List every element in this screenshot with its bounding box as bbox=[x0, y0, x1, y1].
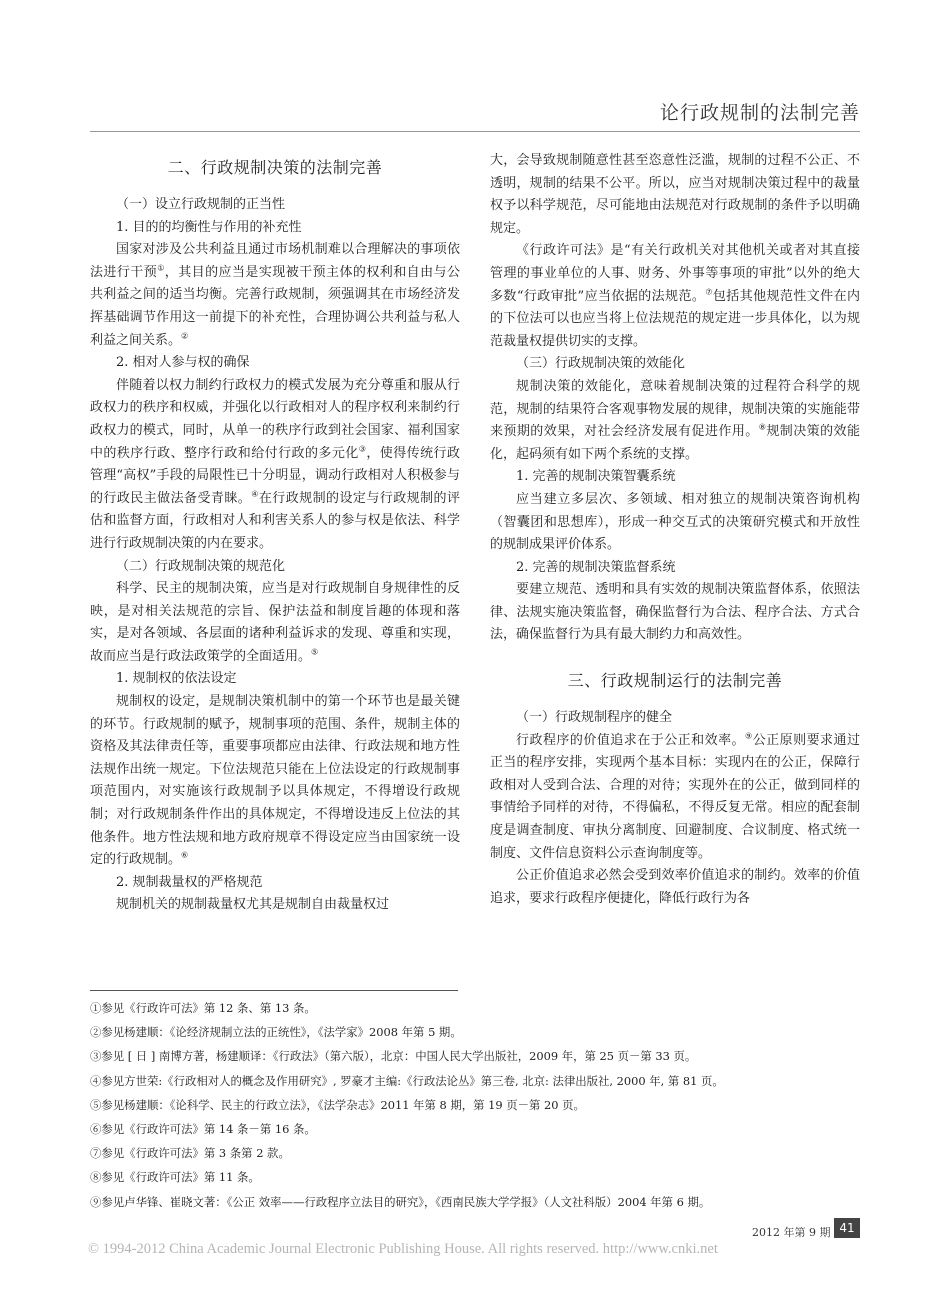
footnote-ref[interactable]: ⑦ bbox=[705, 287, 713, 297]
footnote-ref[interactable]: ⑥ bbox=[181, 850, 189, 860]
footnote: ⑧参见《行政许可法》第 11 条。 bbox=[90, 1170, 260, 1185]
paragraph: 科学、民主的规制决策，应当是对行政规制自身规律性的反映，是对相关法规范的宗旨、保护法益和制度旨趣的体现和落实，是对各领域、各层面的诸种利益诉求的发现、尊重和实现，故而应当是行政法政策学的全面适用。⑤ bbox=[90, 581, 460, 664]
footnote: ⑥参见《行政许可法》第 14 条－第 16 条。 bbox=[90, 1122, 316, 1137]
subsection-heading: （三）行政规制决策的效能化 bbox=[516, 356, 686, 372]
footnote: ③参见 [ 日 ] 南博方著，杨建顺译：《行政法》（第六版），北京：中国人民大学出版社，2009 年，第 25 页－第 33 页。 bbox=[90, 1049, 697, 1064]
footnote-ref[interactable]: ⑨ bbox=[745, 731, 753, 741]
subsection-heading: （一）行政规制程序的健全 bbox=[516, 710, 673, 726]
paragraph: 规制权的设定，是规制决策机制中的第一个环节也是最关键的环节。行政规制的赋予，规制事项的范围、条件，规制主体的资格及其法律责任等，重要事项都应由法律、行政法规和地方性法规作出统一规定。下位法规范只能在上位法设定的行政规制事项范围内，对实施该行政规制予以具体规定，不得增设行政规制；对行政规制条件作出的具体规定，不得增设违反上位法的其他条件。地方性法规和地方政府规章不得设定应当由国家统一设定的行政规制。⑥ bbox=[90, 694, 460, 868]
section-title: 三、行政规制运行的法制完善 bbox=[567, 671, 783, 691]
paragraph: 公正价值追求必然会受到效率价值追求的制约。效率的价值追求，要求行政程序便捷化，降低行政行为各 bbox=[490, 868, 860, 906]
subsection-heading: （一）设立行政规制的正当性 bbox=[116, 197, 286, 212]
paragraph: 规制决策的效能化，意味着规制决策的过程符合科学的规范，规制的结果符合客观事物发展的规律，规制决策的实施能带来预期的效果，对社会经济发展有促进作用。⑧规制决策的效能化，起码须有如下两个系统的支撑。 bbox=[490, 378, 860, 462]
footnote: ④参见方世荣:《行政相对人的概念及作用研究》, 罗豪才主编:《行政法论丛》第三卷, 北京: 法律出版社, 2000 年, 第 81 页。 bbox=[90, 1073, 724, 1088]
paragraph: 应当建立多层次、多领域、相对独立的规制决策咨询机构（智囊团和思想库），形成一种交互式的决策研究模式和开放性的规制成果评价体系。 bbox=[490, 491, 860, 553]
header-rule bbox=[90, 131, 860, 132]
right-column bbox=[490, 150, 860, 910]
paragraph: 国家对涉及公共利益且通过市场机制难以合理解决的事项依法进行干预①，其目的应当是实现被干预主体的权利和自由与公共利益之间的适当均衡。完善行政规制，须强调其在市场经济发挥基础调节作用这一前提下的补充性，合理协调公共利益与私人利益之间关系。② bbox=[90, 242, 460, 348]
footnote-ref[interactable]: ⑧ bbox=[758, 422, 767, 432]
paragraph-continued: 大，会导致规制随意性甚至恣意性泛滥，规制的过程不公正、不透明，规制的结果不公平。所以，应当对规制决策过程中的裁量权予以科学规范，尽可能地由法规范对行政规制的条件予以明确规定。 bbox=[490, 153, 860, 236]
left-column bbox=[90, 150, 460, 917]
item-heading: 1. 完善的规制决策智囊系统 bbox=[516, 469, 676, 485]
copyright-watermark: © 1994-2012 China Academic Journal Electronic Publishing House. All rights reserved. http://www.cnki.net bbox=[88, 1241, 718, 1257]
paragraph: 《行政许可法》是“有关行政机关对其他机关或者对其直接管理的事业单位的人事、财务、外事等事项的审批”以外的绝大多数“行政审批”应当依据的法规范。⑦包括其他规范性文件在内的下位法可以也应当将上位法规范的规定进一步具体化，以为规范裁量权提供切实的支撑。 bbox=[490, 243, 861, 349]
footnote: ⑤参见杨建顺：《论科学、民主的行政立法》，《法学杂志》2011 年第 8 期，第 19 页－第 20 页。 bbox=[90, 1097, 585, 1112]
footnote-ref[interactable]: ② bbox=[181, 331, 189, 341]
subsection-heading: （二）行政规制决策的规范化 bbox=[116, 558, 286, 574]
item-heading: 2. 规制裁量权的严格规范 bbox=[116, 874, 263, 890]
item-heading: 1. 规制权的依法设定 bbox=[116, 671, 237, 687]
footnote: ⑨参见卢华锋、崔晓文著：《公正 效率——行政程序立法目的研究》，《西南民族大学学报》（人文社科版）2004 年第 6 期。 bbox=[90, 1194, 711, 1209]
paragraph: 规制机关的规制裁量权尤其是规制自由裁量权过 bbox=[116, 897, 390, 913]
footnote-ref[interactable]: ③ bbox=[358, 444, 367, 454]
footnote-ref[interactable]: ① bbox=[157, 263, 165, 273]
footnote-ref[interactable]: ④ bbox=[251, 489, 259, 499]
running-head: 论行政规制的法制完善 bbox=[659, 102, 860, 124]
footnote-ref[interactable]: ⑤ bbox=[311, 647, 319, 657]
page-number: 41 bbox=[834, 1218, 860, 1238]
issue-label: 2012 年第 9 期 bbox=[752, 1226, 831, 1239]
footnote: ⑦参见《行政许可法》第 3 条第 2 款。 bbox=[90, 1146, 290, 1161]
paragraph: 行政程序的价值追求在于公正和效率。⑨公正原则要求通过正当的程序安排，实现两个基本目标：实现内在的公正，保障行政相对人受到合法、合理的对待；实现外在的公正，做到同样的事情给予同样的对待，不得偏私，不得反复无常。相应的配套制度是调查制度、审执分离制度、回避制度、合议制度、格式统一制度、文件信息资料公示查询制度等。 bbox=[490, 731, 860, 861]
paragraph: 要建立规范、透明和具有实效的规制决策监督体系，依照法律、法规实施决策监督，确保监督行为合法、程序合法、方式合法，确保监督行为具有最大制约力和高效性。 bbox=[490, 582, 860, 643]
footnote: ①参见《行政许可法》第 12 条、第 13 条。 bbox=[90, 1001, 316, 1015]
section-title: 二、行政规制决策的法制完善 bbox=[167, 158, 383, 177]
footnotes bbox=[90, 996, 860, 1214]
paragraph: 伴随着以权力制约行政权力的模式发展为充分尊重和服从行政权力的秩序和权威，并强化以行政相对人的程序权利来制约行政权力的模式，同时，从单一的秩序行政到社会国家、福利国家中的秩序行政、整序行政和给付行政的多元化③，使得传统行政管理“高权”手段的局限性已十分明显，调动行政相对人积极参与的行政民主做法备受青睐。④在行政规制的设定与行政规制的评估和监督方面，行政相对人和利害关系人的参与权是依法、科学进行行政规制决策的内在要求。 bbox=[90, 377, 460, 551]
item-heading: 2. 相对人参与权的确保 bbox=[116, 355, 250, 371]
item-heading: 1. 目的的均衡性与作用的补充性 bbox=[116, 219, 302, 235]
footnote: ②参见杨建顺：《论经济规制立法的正统性》，《法学家》2008 年第 5 期。 bbox=[90, 1025, 462, 1040]
footnote-rule bbox=[90, 990, 458, 991]
item-heading: 2. 完善的规制决策监督系统 bbox=[516, 559, 676, 575]
